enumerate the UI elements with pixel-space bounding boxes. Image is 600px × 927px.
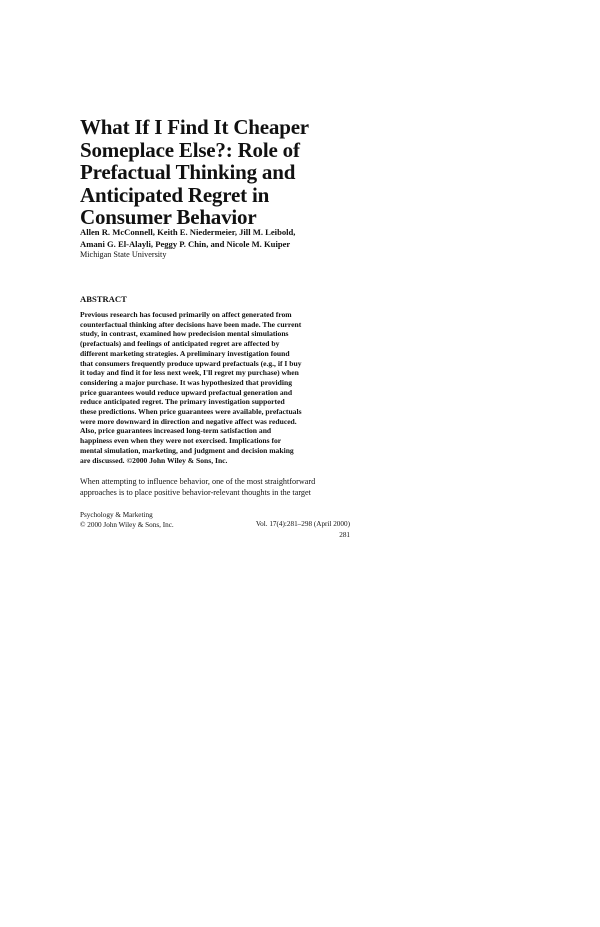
abstract-line: these predictions. When price guarantees were available, prefactuals — [80, 407, 302, 417]
title-line: What If I Find It Cheaper — [80, 115, 309, 139]
abstract-line: are discussed. ©2000 John Wiley & Sons, Inc. — [80, 455, 228, 465]
journal-footer — [80, 511, 174, 530]
intro-line: approaches is to place positive behavior-relevant thoughts in the target — [80, 487, 311, 497]
author-line: Amani G. El-Alayli, Peggy P. Chin, and Nicole M. Kuiper — [80, 238, 291, 249]
author-line: Allen R. McConnell, Keith E. Niedermeier, Jill M. Leibold, — [80, 227, 296, 237]
intro-paragraph — [80, 477, 370, 498]
title-line: Someplace Else?: Role of — [80, 137, 300, 162]
abstract-line: mental simulation, marketing, and judgment and decision making — [80, 445, 294, 455]
abstract-line: price guarantees would reduce upward prefactual generation and — [80, 387, 293, 397]
copyright-line: © 2000 John Wiley & Sons, Inc. — [80, 520, 174, 529]
abstract-line: study, in contrast, examined how predecision mental simulations — [80, 329, 289, 339]
abstract-line: (prefactuals) and feelings of anticipated regret are affected by — [80, 339, 280, 349]
article-title — [80, 116, 380, 229]
author-list — [80, 227, 380, 250]
abstract-line: considering a major purchase. It was hypothesized that providing — [80, 377, 293, 387]
title-line: Prefactual Thinking and — [80, 160, 296, 184]
abstract-line: different marketing strategies. A preliminary investigation found — [80, 348, 290, 358]
abstract-heading: ABSTRACT — [80, 294, 127, 304]
abstract-line: that consumers frequently produce upward prefactuals (e.g., if I buy — [80, 358, 302, 368]
title-line: Consumer Behavior — [80, 205, 257, 229]
abstract-line: it today and find it for less next week, I'll regret my purchase) when — [80, 368, 299, 378]
abstract-line: happiness even when they were not exercised. Implications for — [80, 436, 282, 446]
intro-line: When attempting to influence behavior, one of the most straightforward — [80, 477, 316, 486]
page-number: 281 — [339, 531, 350, 539]
abstract-line: were more downward in direction and negative affect was reduced. — [80, 416, 297, 426]
title-line: Anticipated Regret in — [80, 182, 270, 207]
abstract-line: counterfactual thinking after decisions have been made. The current — [80, 319, 302, 329]
abstract-line: Also, price guarantees increased long-term satisfaction and — [80, 426, 272, 436]
abstract-line: reduce anticipated regret. The primary investigation supported — [80, 397, 285, 407]
affiliation: Michigan State University — [80, 250, 167, 259]
volume-info: Vol. 17(4):281–298 (April 2000) — [255, 520, 350, 528]
abstract-line: Previous research has focused primarily on affect generated from — [80, 310, 292, 319]
abstract-body — [80, 310, 370, 465]
journal-name: Psychology & Marketing — [80, 511, 153, 519]
